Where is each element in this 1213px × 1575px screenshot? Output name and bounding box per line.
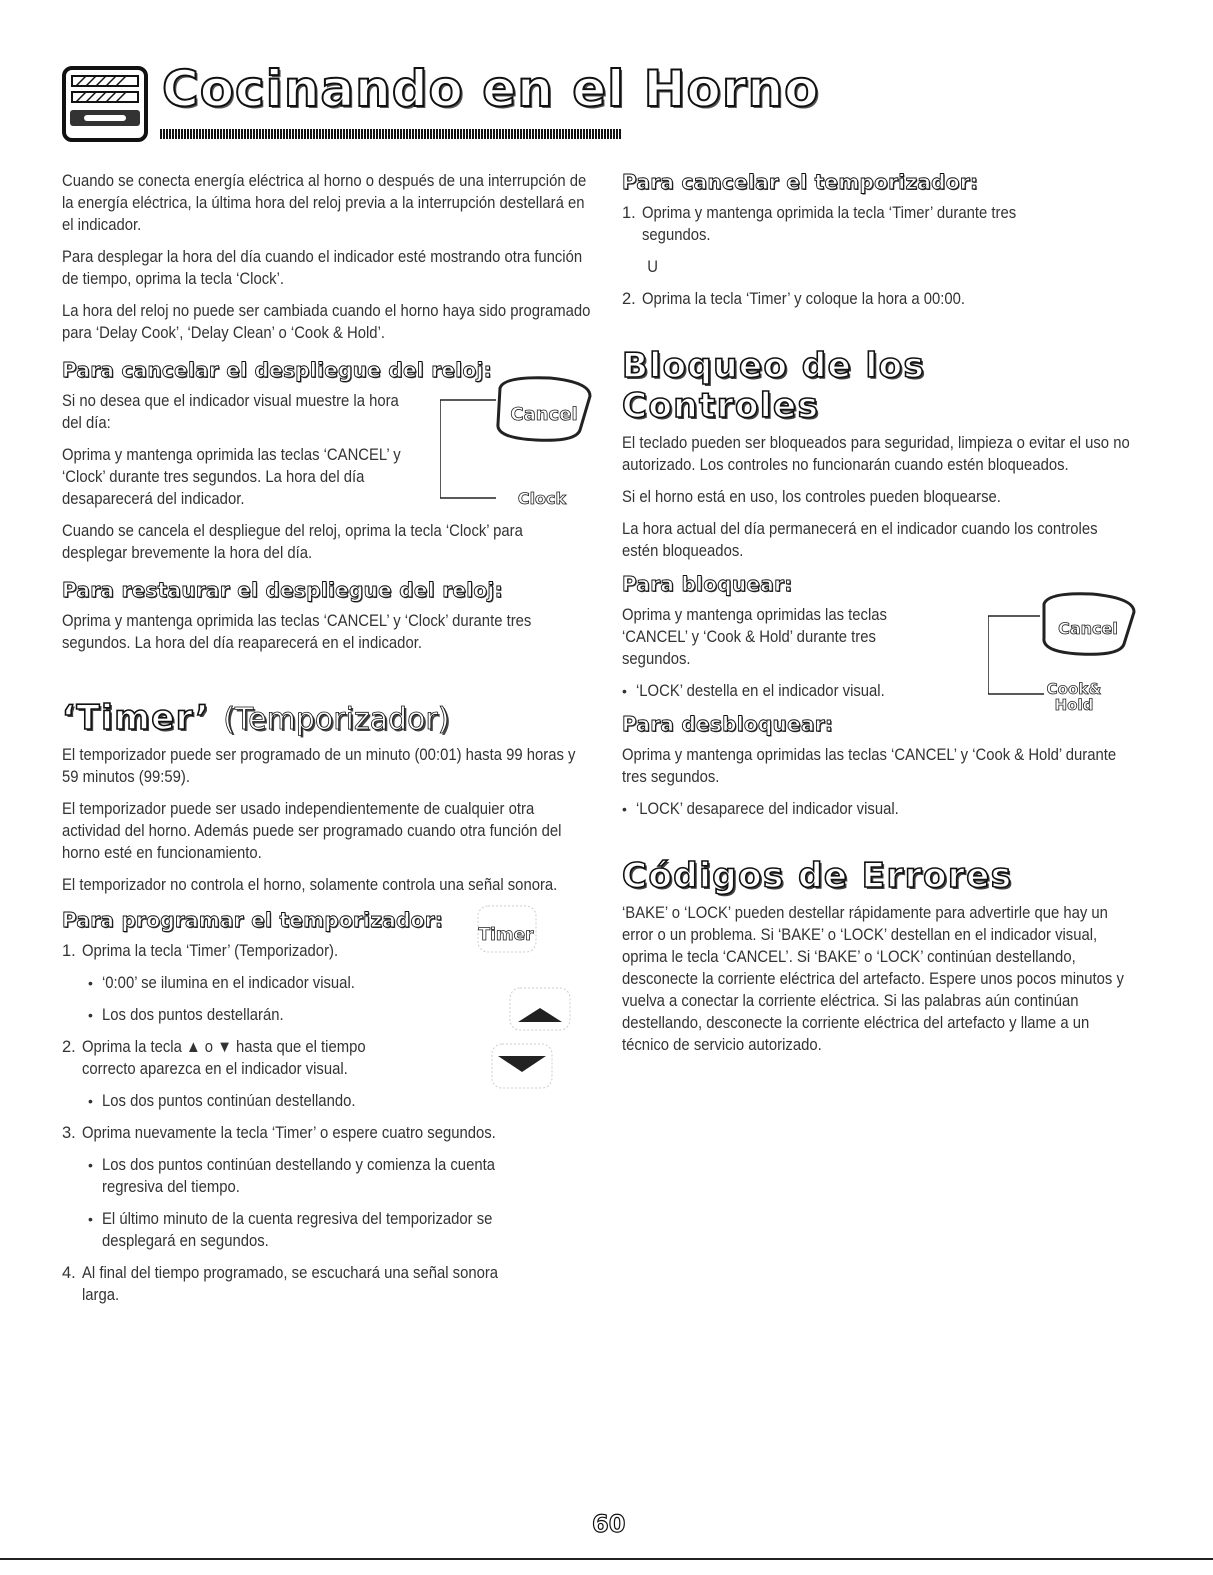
right-column xyxy=(622,170,1132,1066)
bullet-icon: • xyxy=(88,1211,93,1227)
cook-hold-key-label-line-1: Cook& xyxy=(1046,680,1102,698)
program-step-1-bullet-1: ‘0:00’ se ilumina en el indicador visual. xyxy=(102,974,355,992)
cancel-timer-or: U xyxy=(647,258,658,276)
program-step-3-bullet-2: El último minuto de la cuenta regresiva del temporizador se desplegará en segundos. xyxy=(102,1210,493,1250)
lock-heading: Bloqueo de los Controles xyxy=(622,346,926,426)
title-rule xyxy=(160,129,622,139)
bullet-icon: • xyxy=(88,1157,93,1173)
cancel-clock-paragraph-1: Si no desea que el indicador visual muestre la hora del día: xyxy=(62,392,399,432)
lock-subheading: Para bloquear: xyxy=(622,572,793,596)
restore-clock-paragraph: Oprima y mantenga oprimida las teclas ‘CANCEL’ y ‘Clock’ durante tres segundos. La hora del día reaparecerá en el indicador. xyxy=(62,612,532,652)
up-arrow-icon xyxy=(518,1008,562,1022)
step-number: 2. xyxy=(62,1038,76,1056)
bullet-icon: • xyxy=(622,801,627,817)
unlock-subheading: Para desbloquear: xyxy=(622,712,834,736)
lock-paragraph-2: Si el horno está en uso, los controles pueden bloquearse. xyxy=(622,488,1001,506)
bullet-icon: • xyxy=(88,1093,93,1109)
page-header xyxy=(62,56,820,148)
program-step-4: Al final del tiempo programado, se escuchará una señal sonora larga. xyxy=(82,1264,499,1304)
unlock-bullet: ‘LOCK’ desaparece del indicador visual. xyxy=(636,800,899,818)
intro-paragraph-2: Para desplegar la hora del día cuando el indicador esté mostrando otra función de tiempo, oprima la tecla ‘Clock’. xyxy=(62,248,583,288)
cancel-clock-paragraph-2: Oprima y mantenga oprimida las teclas ‘CANCEL’ y ‘Clock’ durante tres segundos. La hora del día desaparecerá del indicador. xyxy=(62,446,401,508)
cancel-timer-step-2: Oprima la tecla ‘Timer’ y coloque la hora a 00:00. xyxy=(642,290,966,308)
cancel-timer-step-1: Oprima y mantenga oprimida la tecla ‘Timer’ durante tres segundos. xyxy=(642,204,1017,244)
bullet-icon: • xyxy=(88,1007,93,1023)
timer-heading-sub: (Temporizador) xyxy=(223,702,450,737)
bottom-rule xyxy=(0,1558,1213,1560)
lock-paragraph-3: La hora actual del día permanecerá en el indicador cuando los controles estén bloqueados. xyxy=(622,520,1098,560)
lock-paragraph-1: El teclado pueden ser bloqueados para seguridad, limpieza o evitar el uso no autorizado. Los controles no funcionarán cuando estén bloqueados. xyxy=(622,434,1130,474)
cancel-clock-key-diagram xyxy=(440,374,600,524)
program-step-3-bullet-1: Los dos puntos continúan destellando y comienza la cuenta regresiva del tiempo. xyxy=(102,1156,495,1196)
lock-keys-diagram xyxy=(988,576,1138,726)
step-number: 2. xyxy=(622,290,636,308)
cancel-clock-heading: Para cancelar el despliegue del reloj: xyxy=(62,358,492,382)
left-column xyxy=(62,170,592,1316)
cancel-key-label: Cancel xyxy=(1058,619,1118,638)
step-number: 1. xyxy=(622,204,636,222)
unlock-instructions: Oprima y mantenga oprimidas las teclas ‘CANCEL’ y ‘Cook & Hold’ durante tres segundos. xyxy=(622,746,1117,786)
errors-heading: Códigos de Errores xyxy=(622,856,1013,896)
page-title: Cocinando en el Horno xyxy=(162,60,820,118)
step-number: 3. xyxy=(62,1124,76,1142)
program-step-1-bullet-2: Los dos puntos destellarán. xyxy=(102,1006,284,1024)
timer-heading xyxy=(62,698,592,738)
bullet-icon: • xyxy=(88,975,93,991)
oven-icon xyxy=(62,66,148,142)
down-arrow-icon xyxy=(498,1056,546,1072)
cancel-clock-paragraph-3: Cuando se cancela el despliegue del reloj, oprima la tecla ‘Clock’ para desplegar brevemente la hora del día. xyxy=(62,522,523,562)
step-number: 1. xyxy=(62,942,76,960)
restore-clock-heading: Para restaurar el despliegue del reloj: xyxy=(62,578,503,602)
program-timer-heading: Para programar el temporizador: xyxy=(62,908,444,932)
timer-paragraph-3: El temporizador no controla el horno, solamente controla una señal sonora. xyxy=(62,876,558,894)
program-step-2: Oprima la tecla ▲ o ▼ hasta que el tiempo correcto aparezca en el indicador visual. xyxy=(82,1038,366,1078)
program-step-2-bullet-1: Los dos puntos continúan destellando. xyxy=(102,1092,356,1110)
bullet-icon: • xyxy=(622,683,627,699)
cook-hold-key-label-line-2: Hold xyxy=(1054,696,1094,714)
lock-bullet: ‘LOCK’ destella en el indicador visual. xyxy=(636,682,885,700)
timer-key-label: Timer xyxy=(478,925,534,945)
timer-heading-main: ‘Timer’ xyxy=(62,698,210,738)
intro-paragraph-3: La hora del reloj no puede ser cambiada cuando el horno haya sido programado para ‘Delay Cook’, ‘Delay Clean’ o ‘Cook & Hold’. xyxy=(62,302,591,342)
program-step-3: Oprima nuevamente la tecla ‘Timer’ o espere cuatro segundos. xyxy=(82,1124,496,1142)
page-number: 60 xyxy=(592,1510,626,1538)
lock-instructions: Oprima y mantenga oprimidas las teclas ‘CANCEL’ y ‘Cook & Hold’ durante tres segundos. xyxy=(622,606,887,668)
step-number: 4. xyxy=(62,1264,76,1282)
timer-paragraph-2: El temporizador puede ser usado independientemente de cualquier otra actividad del horno. Además puede ser programado cuando otra función del horno esté en funcionamiento. xyxy=(62,800,562,862)
cancel-timer-heading: Para cancelar el temporizador: xyxy=(622,170,979,194)
program-step-1: Oprima la tecla ‘Timer’ (Temporizador). xyxy=(82,942,339,960)
intro-paragraph-1: Cuando se conecta energía eléctrica al horno o después de una interrupción de la energía eléctrica, la última hora del reloj previa a la interrupción destellará en el indicador. xyxy=(62,172,587,234)
timer-paragraph-1: El temporizador puede ser programado de un minuto (00:01) hasta 99 horas y 59 minutos (99:59). xyxy=(62,746,576,786)
cancel-key-label: Cancel xyxy=(510,404,578,425)
timer-keys-diagram xyxy=(442,904,592,1104)
clock-key-label: Clock xyxy=(517,489,567,508)
errors-paragraph: ‘BAKE’ o ‘LOCK’ pueden destellar rápidamente para advertirle que hay un error o un problema. Si ‘BAKE’ o ‘LOCK’ destellan en el indicador visual, oprima le tecla ‘CANCEL’. Si ‘BAKE’ o ‘LOCK’ continúan destellando, desconecte la corriente eléctrica del artefacto. Espere unos pocos minutos y vuelva a conectar la corriente eléctrica. Si las palabras aún continúan destellando, desconecte la corriente eléctrica del artefacto y llame a un técnico de servicio autorizado. xyxy=(622,904,1124,1054)
